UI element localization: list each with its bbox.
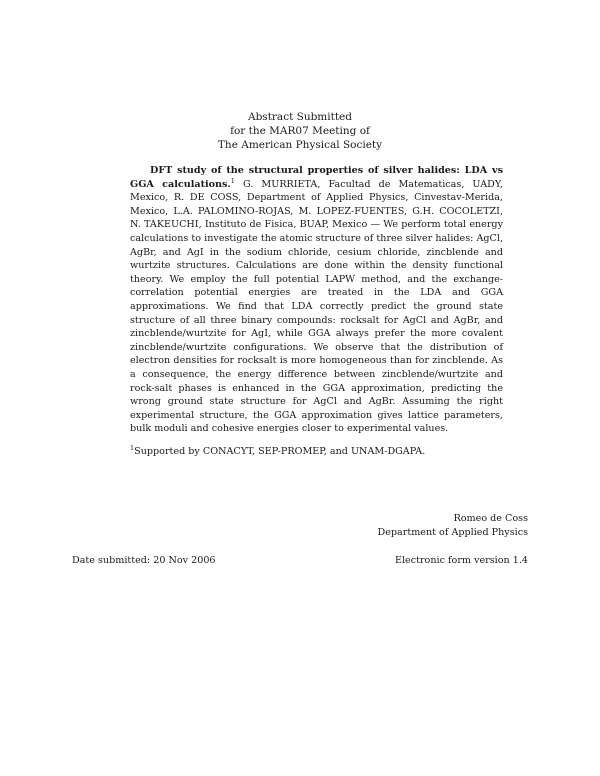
- abstract-paragraph: [130, 164, 503, 436]
- header-line-meeting: for the MAR07 Meeting of: [230, 125, 370, 137]
- abstract-title: DFT study of the structural properties of silver halides: LDA vs GGA calculations.: [130, 165, 503, 190]
- signature-name: Romeo de Coss: [453, 513, 528, 524]
- abstract-body: We perform total energy calculations to investigate the atomic structure of three silver halides: AgCl, AgBr, and AgI in the sodium chloride, cesium chloride, zincblende and wurtzite structures. Calculations are done within the density functional theory. We employ the full potential LAPW method, and the exchange-correlation potential energies are treated in the LDA and GGA approximations. We find that LDA correctly predict the ground state structure of all three binary compounds: rocksalt for AgCl and AgBr, and zincblende/wurtzite for AgI, while GGA always prefer the more covalent zincblende/wurtzite configurations. We observe that the distribution of electron densities for rocksalt is more homogeneous than for zincblende. As a consequence, the energy difference between zincblende/wurtzite and rock-salt phases is enhanced in the GGA approximation, predicting the wrong ground state structure for AgCl and AgBr. Assuming the right experimental structure, the GGA approximation gives lattice parameters, bulk moduli and cohesive energies closer to experimental values.: [130, 219, 503, 435]
- signature-department: Department of Applied Physics: [377, 527, 528, 538]
- form-version: Electronic form version 1.4: [394, 555, 528, 566]
- signature-block: [378, 512, 528, 540]
- header-line-society: The American Physical Society: [217, 139, 383, 151]
- header-line-abstract-submitted: Abstract Submitted: [248, 111, 352, 123]
- abstract-authors: G. MURRIETA, Facultad de Matematicas, UADY, Mexico, R. DE COSS, Department of Applied Physics, Cinvestav-Merida, Mexico, L.A. PALOMINO-ROJAS, M. LOPEZ-FUENTES, G.H. COCOLETZI, N. TAKEUCHI, Instituto de Fisica, BUAP, Mexico —: [130, 178, 503, 231]
- submission-header: [0, 110, 600, 152]
- abstract-footnote-mark: 1: [230, 176, 235, 185]
- date-submitted: Date submitted: 20 Nov 2006: [72, 555, 216, 566]
- footnote-text: Supported by CONACYT, SEP-PROMEP, and UNAM-DGAPA.: [134, 446, 426, 457]
- funding-footnote: [130, 445, 503, 458]
- footnote-mark: 1: [130, 443, 135, 452]
